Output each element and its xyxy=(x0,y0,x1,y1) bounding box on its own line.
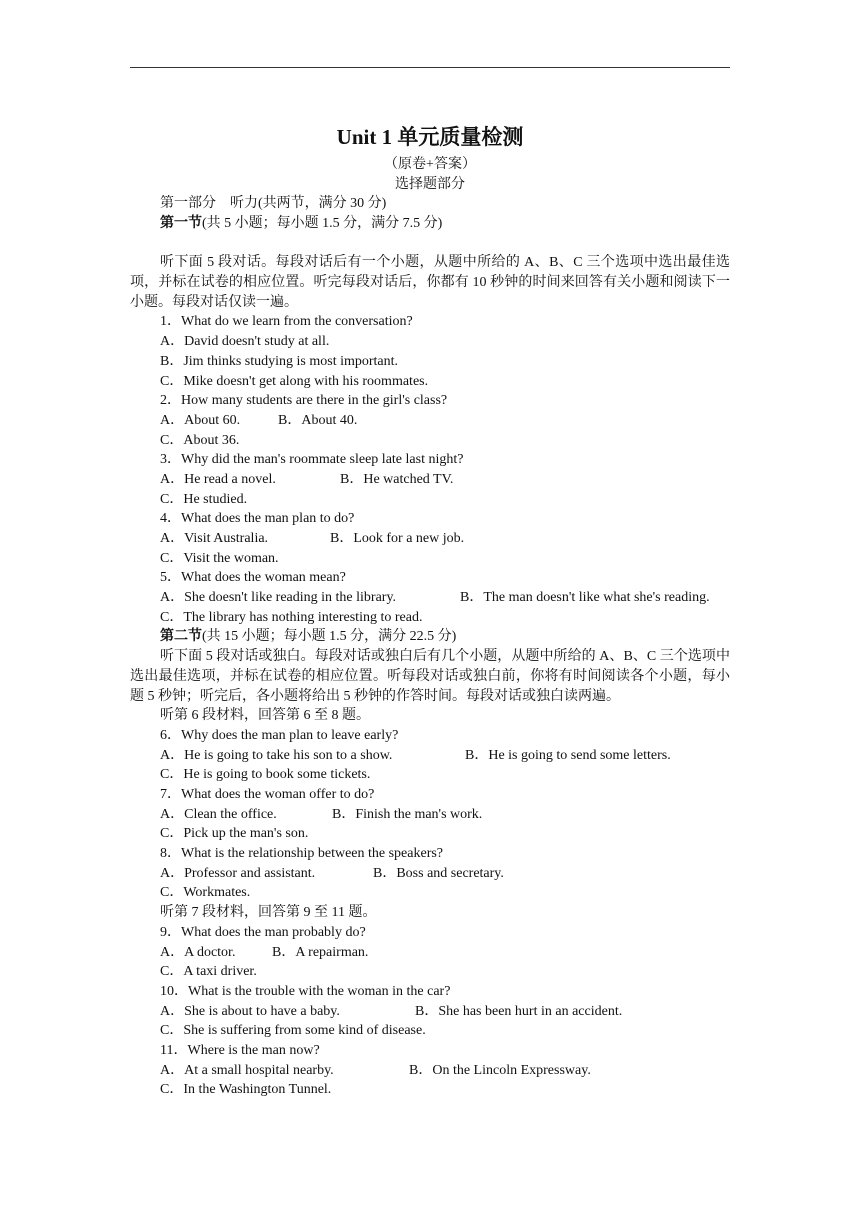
option-c: C．She is suffering from some kind of disease. xyxy=(160,1023,426,1039)
option-a: A．Visit Australia. xyxy=(160,531,269,547)
document-body xyxy=(130,194,730,1100)
question-10: 10．What is the trouble with the woman in the car? xyxy=(160,983,451,999)
sec1-heading xyxy=(130,214,730,234)
sec2-heading xyxy=(130,627,730,647)
option-b: B．She has been hurt in an accident. xyxy=(415,1003,623,1019)
option-b: B．Finish the man's work. xyxy=(332,806,483,822)
option-b: B．On the Lincoln Expressway. xyxy=(409,1062,591,1078)
option-c: C．Workmates. xyxy=(160,885,251,901)
question-6: 6．Why does the man plan to leave early? xyxy=(160,727,399,743)
sec2-heading-label: 第二节 xyxy=(160,629,202,645)
option-a: A．At a small hospital nearby. xyxy=(160,1062,334,1078)
option-b: B．The man doesn't like what she's reading. xyxy=(460,590,710,606)
page-title: Unit 1 单元质量检测 xyxy=(336,125,524,149)
question-2: 2．How many students are there in the girl's class? xyxy=(160,393,448,409)
question-8: 8．What is the relationship between the speakers? xyxy=(160,846,444,862)
option-a: A．Clean the office. xyxy=(160,806,277,822)
option-c: C．He studied. xyxy=(160,491,248,507)
sec2-heading-detail: (共 15 小题；每小题 1.5 分，满分 22.5 分) xyxy=(202,629,457,645)
option-a: A．She doesn't like reading in the library. xyxy=(160,590,397,606)
option-a: A．He read a novel. xyxy=(160,471,276,487)
question-11: 11．Where is the man now? xyxy=(160,1042,320,1058)
option-b: B．He watched TV. xyxy=(340,471,454,487)
question-7: 7．What does the woman offer to do? xyxy=(160,787,375,803)
options-row xyxy=(130,588,730,608)
options-row xyxy=(130,805,730,825)
page-subtitle: （原卷+答案） xyxy=(384,157,476,172)
material-6-note: 听第 6 段材料，回答第 6 至 8 题。 xyxy=(160,708,370,724)
spacer xyxy=(130,233,730,253)
option-b: B．Look for a new job. xyxy=(330,531,465,547)
option-b: B．Boss and secretary. xyxy=(373,865,504,881)
options-row xyxy=(130,529,730,549)
question-1: 1．What do we learn from the conversation? xyxy=(160,314,413,330)
options-row xyxy=(130,470,730,490)
section-title: 选择题部分 xyxy=(395,177,465,192)
question-5: 5．What does the woman mean? xyxy=(160,570,346,586)
question-9: 9．What does the man probably do? xyxy=(160,924,366,940)
options-row xyxy=(130,1002,730,1022)
option-a: A．David doesn't study at all. xyxy=(160,334,330,350)
sec1-instructions: 听下面 5 段对话。每段对话后有一个小题，从题中所给的 A、B、C 三个选项中选出最佳选项，并标在试卷的相应位置。听完每段对话后，你都有 10 秒钟的时间来回答有关小题和阅读下一小题。每段对话仅读一遍。 xyxy=(130,255,730,310)
header-rule xyxy=(130,67,730,68)
options-row xyxy=(130,864,730,884)
sec1-heading-label: 第一节 xyxy=(160,215,202,231)
question-4: 4．What does the man plan to do? xyxy=(160,511,355,527)
option-c: C．The library has nothing interesting to read. xyxy=(160,609,423,625)
options-row xyxy=(130,411,730,431)
option-b: B．Jim thinks studying is most important. xyxy=(160,353,399,369)
option-c: C．In the Washington Tunnel. xyxy=(160,1082,332,1098)
option-c: C．A taxi driver. xyxy=(160,964,257,980)
sec2-instructions: 听下面 5 段对话或独白。每段对话或独白后有几个小题，从题中所给的 A、B、C 三个选项中选出最佳选项，并标在试卷的相应位置。听每段对话或独白前，你将有时间阅读各个小题，每小题 5 秒钟；听完后，各小题将给出 5 秒钟的作答时间。每段对话或独白读两遍。 xyxy=(130,649,730,704)
option-b: B．A repairman. xyxy=(272,944,369,960)
option-b: B．About 40. xyxy=(278,412,358,428)
option-c: C．Mike doesn't get along with his roommates. xyxy=(160,373,429,389)
option-c: C．He is going to book some tickets. xyxy=(160,767,371,783)
option-c: C．About 36. xyxy=(160,432,240,448)
sec1-heading-detail: (共 5 小题；每小题 1.5 分，满分 7.5 分) xyxy=(202,215,443,231)
option-a: A．Professor and assistant. xyxy=(160,865,316,881)
option-a: A．A doctor. xyxy=(160,944,236,960)
option-b: B．He is going to send some letters. xyxy=(465,747,671,763)
option-a: A．About 60. xyxy=(160,412,241,428)
question-3: 3．Why did the man's roommate sleep late last night? xyxy=(160,452,464,468)
option-c: C．Visit the woman. xyxy=(160,550,279,566)
part1-heading: 第一部分 听力(共两节，满分 30 分) xyxy=(160,196,387,211)
options-row xyxy=(130,943,730,963)
option-c: C．Pick up the man's son. xyxy=(160,826,309,842)
option-a: A．He is going to take his son to a show. xyxy=(160,747,393,763)
material-7-note: 听第 7 段材料，回答第 9 至 11 题。 xyxy=(160,905,377,921)
options-row xyxy=(130,1061,730,1081)
options-row xyxy=(130,746,730,766)
option-a: A．She is about to have a baby. xyxy=(160,1003,340,1019)
